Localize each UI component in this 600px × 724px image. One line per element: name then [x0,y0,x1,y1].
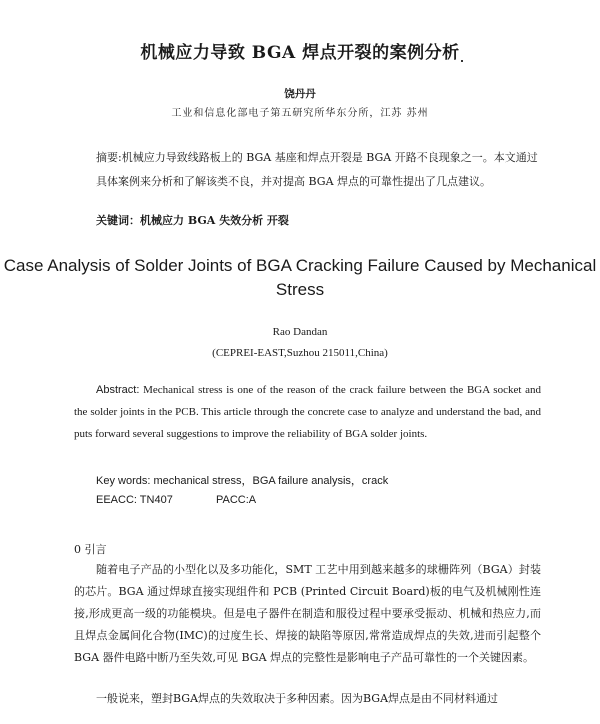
abstract-label: Abstract: [96,384,140,396]
section-heading: 0 引言 [74,543,107,556]
pacc-code: PACC:A [216,494,257,506]
english-keywords: Key words: mechanical stress，BGA failure analysis，crack [96,475,389,487]
chinese-title: 机械应力导致 BGA 焊点开裂的案例分析 [140,43,460,63]
chinese-author: 饶丹丹 [284,88,316,100]
intro-paragraph-1: 随着电子产品的小型化以及多功能化，SMT 工艺中用到越来越多的球栅阵列（BGA）封装的芯片。BGA 通过焊球直接实现组件和 PCB (Printed Circuit Board)板的电气及机械刚性连接,形成更高一级的功能模块。但是电子器件在制造和服役过程中要承受振动、机械和热应力,而且焊点金属间化合物(IMC)的过度生长、焊接的缺陷等原因,常常造成焊点的失效,进而引起整个 BGA 器件电路中断乃至失效,可见 BGA 焊点的完整性是影响电子产品可靠性的一个关键因素。 [74,563,541,664]
english-title: Case Analysis of Solder Joints of BGA Cracking Failure Caused by Mechanical Stress [3,256,597,299]
eeacc-code: EEACC: TN407 [96,494,173,506]
chinese-abstract: 摘要:机械应力导致线路板上的 BGA 基座和焊点开裂是 BGA 开路不良现象之一。本文通过具体案例来分析和了解该类不良，并对提高 BGA 焊点的可靠性提出了几点建议。 [96,151,538,188]
english-affiliation: (CEPREI-EAST,Suzhou 215011,China) [212,347,388,359]
english-abstract [74,379,541,445]
english-author: Rao Dandan [272,326,328,338]
chinese-keywords: 关键词：机械应力 BGA 失效分析 开裂 [96,214,289,227]
chinese-affiliation: 工业和信息化部电子第五研究所华东分所，江苏 苏州 [171,108,429,119]
intro-paragraph-2: 一般说来，塑封BGA焊点的失效取决于多种因素。因为BGA焊点是由不同材料通过 [96,692,499,705]
abstract-text: Mechanical stress is one of the reason of the crack failure between the BGA socket and the solder joints in the PCB. This article through the concrete case to analyze and understand the bad, and puts forward several suggestions to improve the reliability of BGA solder joints. [74,384,541,440]
